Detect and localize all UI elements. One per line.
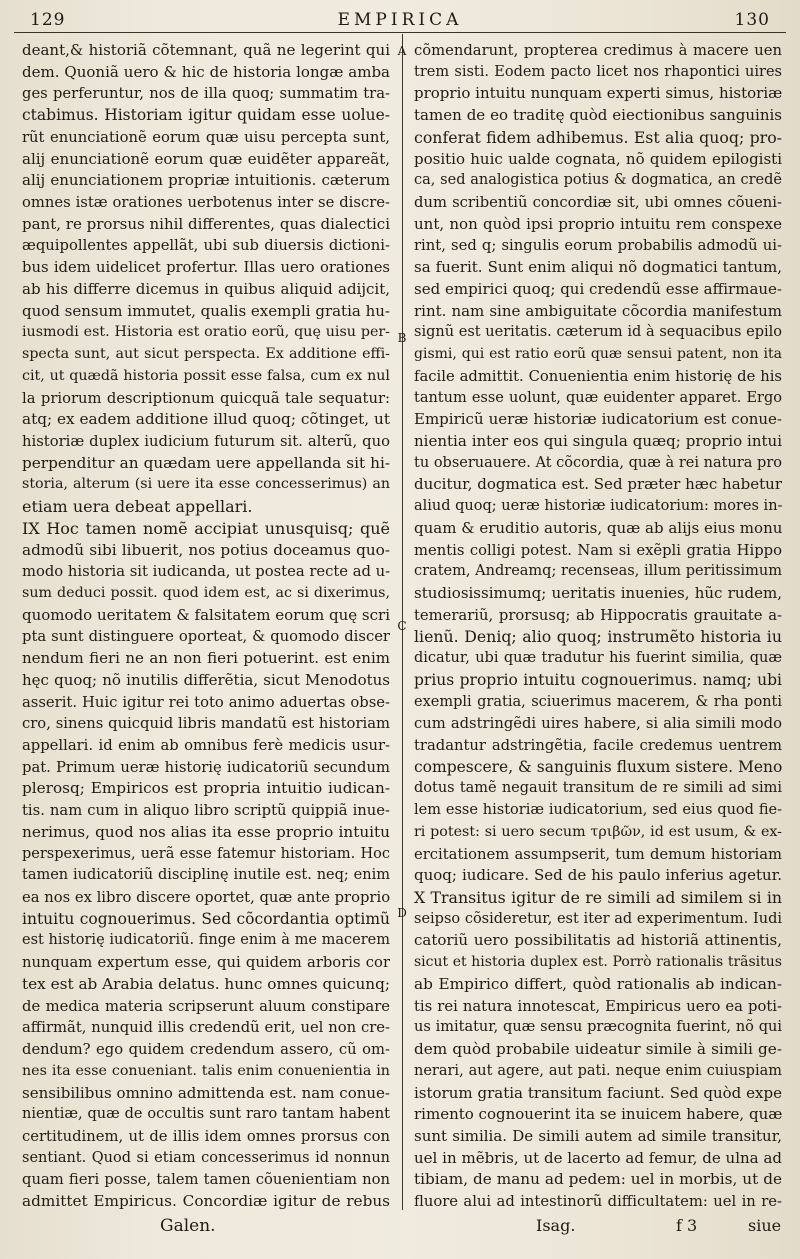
text-line: tamen de eo traditę quòd eiectionibus sanguinis [414, 106, 782, 125]
text-line: dicatur, ubi quæ tradutur his fuerint similia, quæ [414, 650, 782, 667]
text-line: positio huic ualde cognata, nõ quidem epilogisti [414, 149, 782, 168]
running-header [14, 8, 786, 33]
text-line: specta sunt, aut sicut perspecta. Ex additione effi- [22, 346, 390, 363]
text-line: rint, sed q; singulis eorum probabilis admodũ ui- [414, 237, 782, 255]
text-line: compescere, & sanguinis fluxum sistere. Meno [414, 757, 782, 776]
page-footer [0, 1216, 800, 1246]
text-line: signũ est ueritatis. cæterum id à sequacibus epilo [414, 324, 782, 341]
text-line: atq; ex eadem additione illud quoq; cõtinget, ut [22, 410, 390, 429]
text-line: sa fuerit. Sunt enim aliqui nõ dogmatici tantum, [414, 258, 782, 277]
text-line: ea nos ex libro discere oportet, quæ ante proprio [22, 889, 390, 907]
text-line: rimento cognouerint ita se inuicem habere, quæ [414, 1105, 782, 1124]
text-line: nerari, aut agere, aut pati. neque enim cuiuspiam [414, 1062, 782, 1079]
text-line: affirmãt, nunquid illis credendũ erit, uel non cre- [22, 1019, 390, 1037]
text-line: intuitu cognouerimus. Sed cõcordantia optimũ [22, 909, 390, 928]
text-line: temerariũ, prorsusq; ab Hippocratis grauitate a- [414, 606, 782, 624]
text-line: dum scribentiũ concordiæ sit, ubi omnes cõueni- [414, 194, 782, 212]
text-line: de medica materia scripserunt aluum constipare [22, 997, 390, 1015]
text-line: sicut et historia duplex est. Porrò rationalis trãsitus [414, 954, 782, 971]
text-line: nientiæ, quæ de occultis sunt raro tantam habent [22, 1106, 390, 1123]
text-line: asserit. Huic igitur rei toto animo aduertas obse- [22, 693, 390, 711]
text-line: ca, sed analogistica potius & dogmatica, an credẽ [414, 172, 782, 189]
text-line: dendum? ego quidem credendum assero, cũ om- [22, 1041, 390, 1059]
text-line: sunt similia. De simili autem ad simile transitur, [414, 1126, 782, 1145]
text-line: facile admittit. Conuenientia enim historię de his [414, 367, 782, 385]
text-line: perpenditur an quædam uere appellanda sit hi- [22, 453, 390, 472]
text-line: quam fieri posse, talem tamen cõuenientiam non [22, 1171, 390, 1189]
text-line: cro, sinens quicquid libris mandatũ est historiam [22, 715, 390, 733]
text-line: pant, re prorsus nihil differentes, quas dialectici [22, 214, 390, 233]
text-line: etiam uera debeat appellari. [22, 497, 253, 517]
text-line: lienũ. Deniq; alio quoq; instrumẽto historia iu [414, 627, 782, 647]
text-line: ab his differre dicemus in quibus aliquid adijcit, [22, 279, 390, 298]
text-line: sensibilibus omnino admittenda est. nam conue- [22, 1083, 390, 1102]
text-line: ducitur, dogmatica est. Sed præter hæc habetur [414, 475, 782, 494]
text-line: ges perferuntur, nos de illa quoq; summatim tra- [22, 85, 390, 103]
text-line: fluore alui ad intestinorũ difficultatem: uel in re- [414, 1193, 782, 1210]
text-line: seipso cõsideretur, est iter ad experimentum. Iudi [414, 910, 782, 927]
text-line: rũt enunciationẽ eorum quæ uisu percepta sunt, [22, 128, 390, 146]
text-line: ri potest: si uero secum τριβῶν, id est usum, & ex- [414, 823, 782, 840]
text-line: cratem, Andreamq; recenseas, illum peritissimum [414, 563, 782, 580]
text-line: us imitatur, quæ sensu præcognita fuerint, nõ qui [414, 1019, 782, 1036]
text-line: nendum fieri ne an non fieri potuerint. est enim [22, 649, 390, 668]
text-line: istorum gratia transitum faciunt. Sed quòd expe [414, 1083, 782, 1102]
text-line: sentiant. Quod si etiam concesserimus id nonnun [22, 1149, 390, 1166]
text-line: sum deduci possit. quod idem est, ac si dixerimus, [22, 584, 390, 601]
text-line: quod sensum immutet, qualis exempli gratia hu- [22, 301, 390, 320]
text-line: trem sisti. Eodem pacto licet nos rhapontici uires [414, 63, 782, 80]
text-line: cit, ut quædã historia possit esse falsa, cum ex nul [22, 367, 390, 384]
text-line: æquipollentes appellãt, ubi sub diuersis dictioni- [22, 237, 390, 255]
text-line: IX Hoc tamen nomẽ accipiat unusquisq; quẽ [22, 518, 390, 538]
marker-c: C [397, 619, 407, 633]
right-column [414, 40, 782, 1210]
text-line: unt, non quòd ipsi proprio intuitu rem conspexe [414, 214, 782, 233]
footer-author: Galen. [160, 1216, 216, 1236]
text-line: dem quòd probabile uideatur simile à simili ge- [414, 1040, 782, 1059]
text-line: prius proprio intuitu cognouerimus. namq; ubi [414, 670, 782, 689]
text-line: aliud quoq; ueræ historiæ iudicatorium: mores in- [414, 498, 782, 515]
text-line: pta sunt distinguere oporteat, & quomodo discer [22, 628, 390, 646]
text-line: dotus tamẽ negauit transitum de re simili ad simi [414, 780, 782, 797]
catchword: siue [748, 1216, 782, 1235]
text-line: omnes istæ orationes uerbotenus inter se discre- [22, 194, 390, 212]
left-column [22, 40, 390, 1210]
section-markers [390, 40, 414, 1210]
text-line: ctabimus. Historiam igitur quidam esse uolue- [22, 106, 390, 125]
text-line: tis. nam cum in aliquo libro scriptũ quippiã inue- [22, 802, 390, 820]
text-line: tamen iudicatoriũ disciplinę inutile est. neq; enim [22, 867, 390, 884]
text-line: alij enunciationem propriæ intuitionis. cæterum [22, 171, 390, 190]
signature-mark: f 3 [676, 1216, 698, 1235]
text-line: Empiricũ ueræ historiæ iudicatorium est conue- [414, 410, 782, 429]
marker-b: B [397, 331, 407, 345]
page-number-right: 130 [734, 10, 770, 30]
text-line: nes ita esse conueniant. talis enim conuenientia in [22, 1062, 390, 1079]
text-line: la priorum descriptionum quicquã tale sequatur: [22, 389, 390, 407]
text-line: quoq; iudicare. Sed de his paulo inferius agetur. [414, 866, 782, 885]
text-line: ercitationem assumpserit, tum demum historiam [414, 845, 782, 863]
text-line: nientia inter eos qui singula quæq; proprio intui [414, 431, 782, 450]
running-title: EMPIRICA [337, 10, 463, 30]
text-line: admittet Empiricus. Concordiæ igitur de rebus [22, 1192, 390, 1210]
text-line: cum adstringẽdi uires habere, si alia simili modo [414, 715, 782, 733]
text-line: plerosq; Empiricos est propria intuitio iudican- [22, 779, 390, 798]
text-line: nerimus, quod nos alias ita esse proprio intuitu [22, 822, 390, 841]
text-line: quomodo ueritatem & falsitatem eorum quę scri [22, 605, 390, 624]
text-line: bus idem uidelicet profertur. Illas uero orationes [22, 259, 390, 277]
text-line: tantum esse uolunt, quæ euidenter apparet. Ergo [414, 389, 782, 406]
text-line: alij enunciationẽ eorum quæ euidẽter appareãt, [22, 149, 390, 168]
text-line: dem. Quoniã uero & hic de historia longæ amba [22, 62, 390, 81]
text-line: rint. nam sine ambiguitate cõcordia manifestum [414, 301, 782, 320]
text-line: ab Empirico differt, quòd rationalis ab indican- [414, 974, 782, 993]
text-line: uel in mẽbris, ut de lacerto ad femur, de ulna ad [414, 1148, 782, 1167]
text-line: tu obseruauere. At cõcordia, quæ à rei natura pro [414, 454, 782, 471]
text-line: tibiam, de manu ad pedem: uel in morbis, ut de [414, 1170, 782, 1189]
marker-a: A [397, 44, 407, 58]
footer-work: Isag. [536, 1216, 576, 1235]
text-line: mentis colligi potest. Nam si exẽpli gratia Hippo [414, 541, 782, 559]
text-line: hęc quoq; nõ inutilis differẽtia, sicut Menodotus [22, 670, 390, 689]
text-line: perspexerimus, uerã esse fatemur historiam. Hoc [22, 845, 390, 862]
text-line: appellari. id enim ab omnibus ferè medicis usur- [22, 737, 390, 754]
page-number-left: 129 [30, 10, 66, 30]
text-line: catoriũ uero possibilitatis ad historiã attinentis, [414, 931, 782, 950]
text-line: exempli gratia, sciuerimus macerem, & rha ponti [414, 693, 782, 710]
text-line: tex est ab Arabia delatus. hunc omnes quicunq; [22, 974, 390, 993]
text-line: quam & eruditio autoris, quæ ab alijs eius monu [414, 518, 782, 537]
text-line: historiæ duplex iudicium futurum sit. alterũ, quo [22, 432, 390, 450]
text-line: certitudinem, ut de illis idem omnes prorsus con [22, 1127, 390, 1145]
text-line: modo historia sit iudicanda, ut postea recte ad u- [22, 563, 390, 581]
text-line: conferat fidem adhibemus. Est alia quoq; pro- [414, 127, 782, 147]
text-line: nunquam expertum esse, qui quidem arboris cor [22, 954, 390, 972]
text-line: cõmendarunt, propterea credimus à macere uen [414, 42, 782, 59]
text-line: tradantur adstringẽtia, facile credemus uentrem [414, 737, 782, 754]
text-line: est historię iudicatoriũ. finge enim à me macerem [22, 932, 390, 949]
text-line: tis rei natura innotescat, Empiricus uero ea poti- [414, 997, 782, 1015]
text-line: studiosissimumq; ueritatis inuenies, hũc rudem, [414, 583, 782, 602]
text-line: proprio intuitu nunquam experti simus, historiæ [414, 84, 782, 103]
text-line: lem esse historiæ iudicatorium, sed eius quod fie- [414, 802, 782, 819]
text-line: deant,& historiã cõtemnant, quã ne legerint qui [22, 41, 390, 59]
text-line: gismi, qui est ratio eorũ quæ sensui patent, non ita [414, 346, 782, 363]
text-line: iusmodi est. Historia est oratio eorũ, quę uisu per- [22, 324, 390, 341]
text-line: pat. Primum ueræ historię iudicatoriũ secundum [22, 758, 390, 776]
text-line: admodũ sibi libuerit, nos potius doceamus quo- [22, 540, 390, 559]
text-line: sed empirici quoq; qui credendũ esse affirmaue- [414, 279, 782, 298]
marker-d: D [397, 906, 407, 920]
text-line: storia, alterum (si uere ita esse concesserimus) an [22, 476, 390, 493]
text-line: X Transitus igitur de re simili ad similem si in [414, 888, 782, 908]
